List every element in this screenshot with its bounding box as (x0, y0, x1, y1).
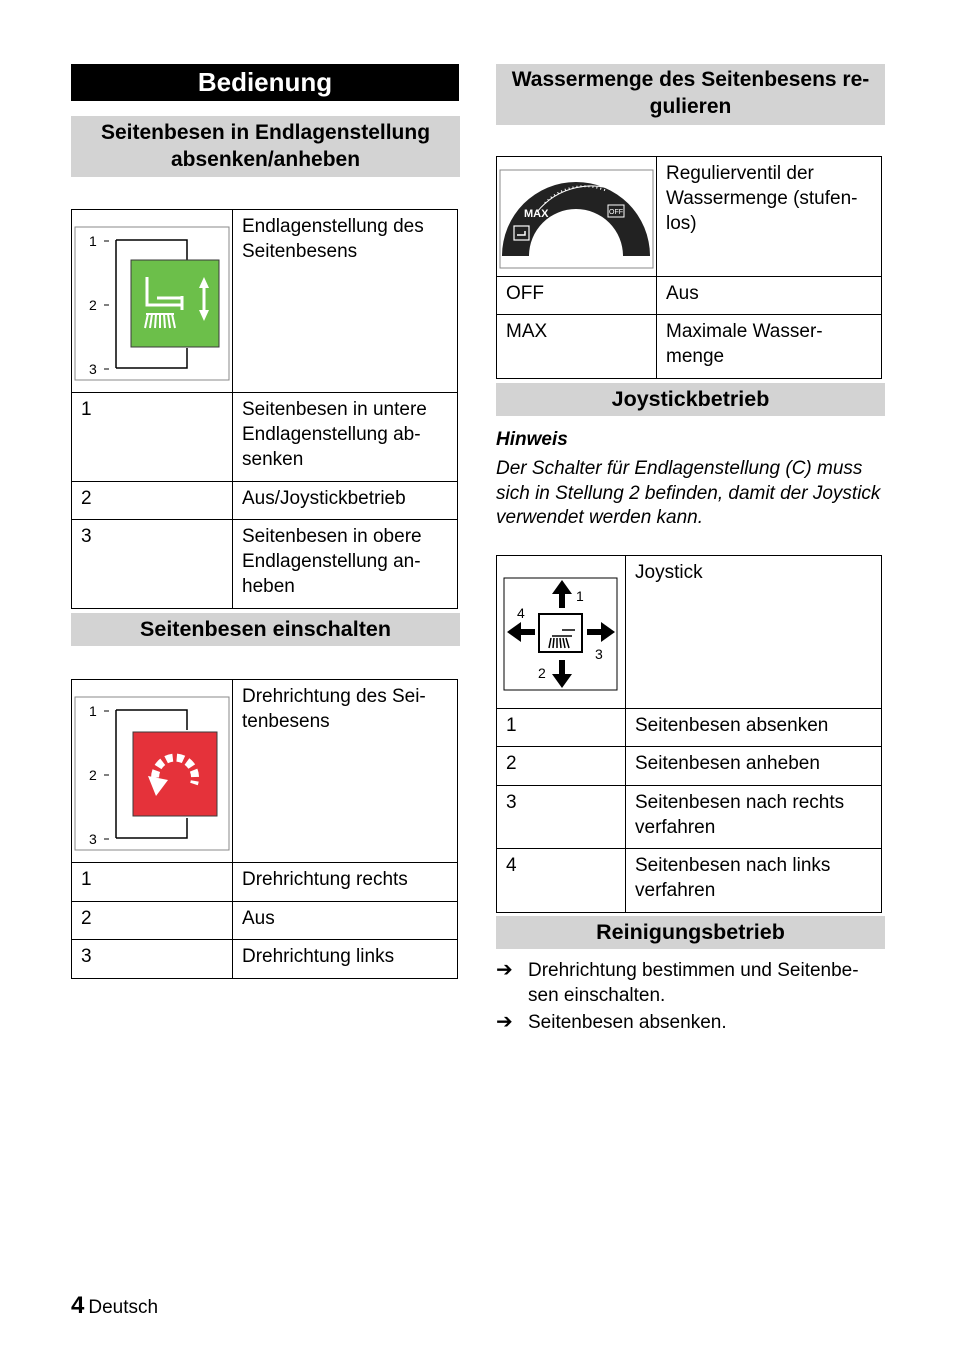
joystick-row-key: 2 (497, 747, 626, 786)
joystick-row-value: Seitenbesen absenken (626, 709, 882, 747)
endlage-label-2: 2 (89, 297, 97, 313)
rotation-row-key: 2 (72, 902, 233, 940)
endlage-row-value: Aus/Joystickbetrieb (233, 482, 458, 520)
joystick-row-key: 1 (497, 709, 626, 747)
dial-max-label: MAX (524, 208, 549, 220)
endlage-row-value: Seitenbesen in obere Endlagenstellung an-heben (233, 520, 458, 609)
section-heading-einschalten: Seitenbesen einschalten (71, 613, 460, 646)
page-footer (71, 1292, 158, 1320)
rotation-label-1: 1 (89, 703, 97, 719)
step-text: Drehrichtung bestimmen und Seitenbe-sen einschalten. (528, 960, 859, 1006)
joystick-row-value: Seitenbesen anheben (626, 747, 882, 786)
step-item (496, 1010, 885, 1035)
endlage-caption: Endlagenstellung des Seitenbesens (233, 210, 458, 393)
endlage-row-value: Seitenbesen in untere Endlagenstellung ab-senken (233, 393, 458, 482)
endlage-label-3: 3 (89, 361, 97, 377)
endlage-label-1: 1 (89, 233, 97, 249)
joystick-caption: Joystick (626, 556, 882, 709)
rotation-row-value: Drehrichtung links (233, 940, 458, 979)
endlage-switch-illustration (72, 210, 232, 392)
note-title: Hinweis (496, 429, 568, 450)
joystick-label-3: 3 (595, 646, 603, 662)
joystick-label-1: 1 (576, 588, 584, 604)
rotation-row-value: Aus (233, 902, 458, 940)
endlage-table (71, 209, 458, 609)
main-heading: Bedienung (71, 64, 459, 101)
rotation-caption: Drehrichtung des Sei-tenbesens (233, 680, 458, 863)
joystick-row-value: Seitenbesen nach rechts verfahren (626, 786, 882, 849)
rotation-row-key: 1 (72, 863, 233, 902)
endlage-row-key: 3 (72, 520, 233, 609)
joystick-label-4: 4 (517, 605, 525, 621)
endlage-row-key: 2 (72, 482, 233, 520)
section-heading-endlage: Seitenbesen in Endlagenstellung absenken/anheben (71, 116, 460, 177)
water-dial-illustration (497, 157, 656, 276)
footer-language: Deutsch (88, 1297, 159, 1318)
rotation-label-2: 2 (89, 767, 97, 783)
dial-row-key: MAX (497, 315, 657, 379)
rotation-image-cell (72, 680, 233, 863)
section-heading-joystick: Joystickbetrieb (496, 383, 885, 416)
dial-row-value: Maximale Wasser-menge (657, 315, 882, 379)
endlage-row-key: 1 (72, 393, 233, 482)
arrow-right-icon: ➔ (496, 1011, 513, 1033)
joystick-row-key: 3 (497, 786, 626, 849)
dial-image-cell (497, 157, 657, 277)
dial-row-value: Aus (657, 277, 882, 315)
section-heading-reinigung: Reinigungsbetrieb (496, 916, 885, 949)
endlage-image-cell (72, 210, 233, 393)
note-text: Der Schalter für Endlagenstellung (C) muss sich in Stellung 2 befinden, damit der Joystick verwendet werden kann. (496, 458, 881, 528)
step-item (496, 958, 885, 1008)
dial-row-key: OFF (497, 277, 657, 315)
wassermenge-table (496, 156, 882, 379)
rotation-row-key: 3 (72, 940, 233, 979)
dial-off-label: OFF (609, 209, 623, 216)
joystick-row-key: 4 (497, 849, 626, 913)
rotation-row-value: Drehrichtung rechts (233, 863, 458, 902)
joystick-image-cell (497, 556, 626, 709)
rotation-switch-illustration (72, 680, 232, 862)
joystick-row-value: Seitenbesen nach links verfahren (626, 849, 882, 913)
joystick-label-2: 2 (538, 665, 546, 681)
section-heading-wassermenge: Wassermenge des Seitenbesens re-gulieren (496, 64, 885, 125)
rotation-direction-icon (133, 732, 217, 816)
einschalten-table (71, 679, 458, 979)
rotation-label-3: 3 (89, 831, 97, 847)
page-number: 4 (71, 1292, 85, 1319)
arrow-right-icon: ➔ (496, 959, 513, 981)
joystick-illustration (497, 556, 625, 708)
joystick-table (496, 555, 882, 913)
step-text: Seitenbesen absenken. (528, 1012, 727, 1033)
dial-caption: Regulierventil der Wassermenge (stufen-los) (657, 157, 882, 277)
